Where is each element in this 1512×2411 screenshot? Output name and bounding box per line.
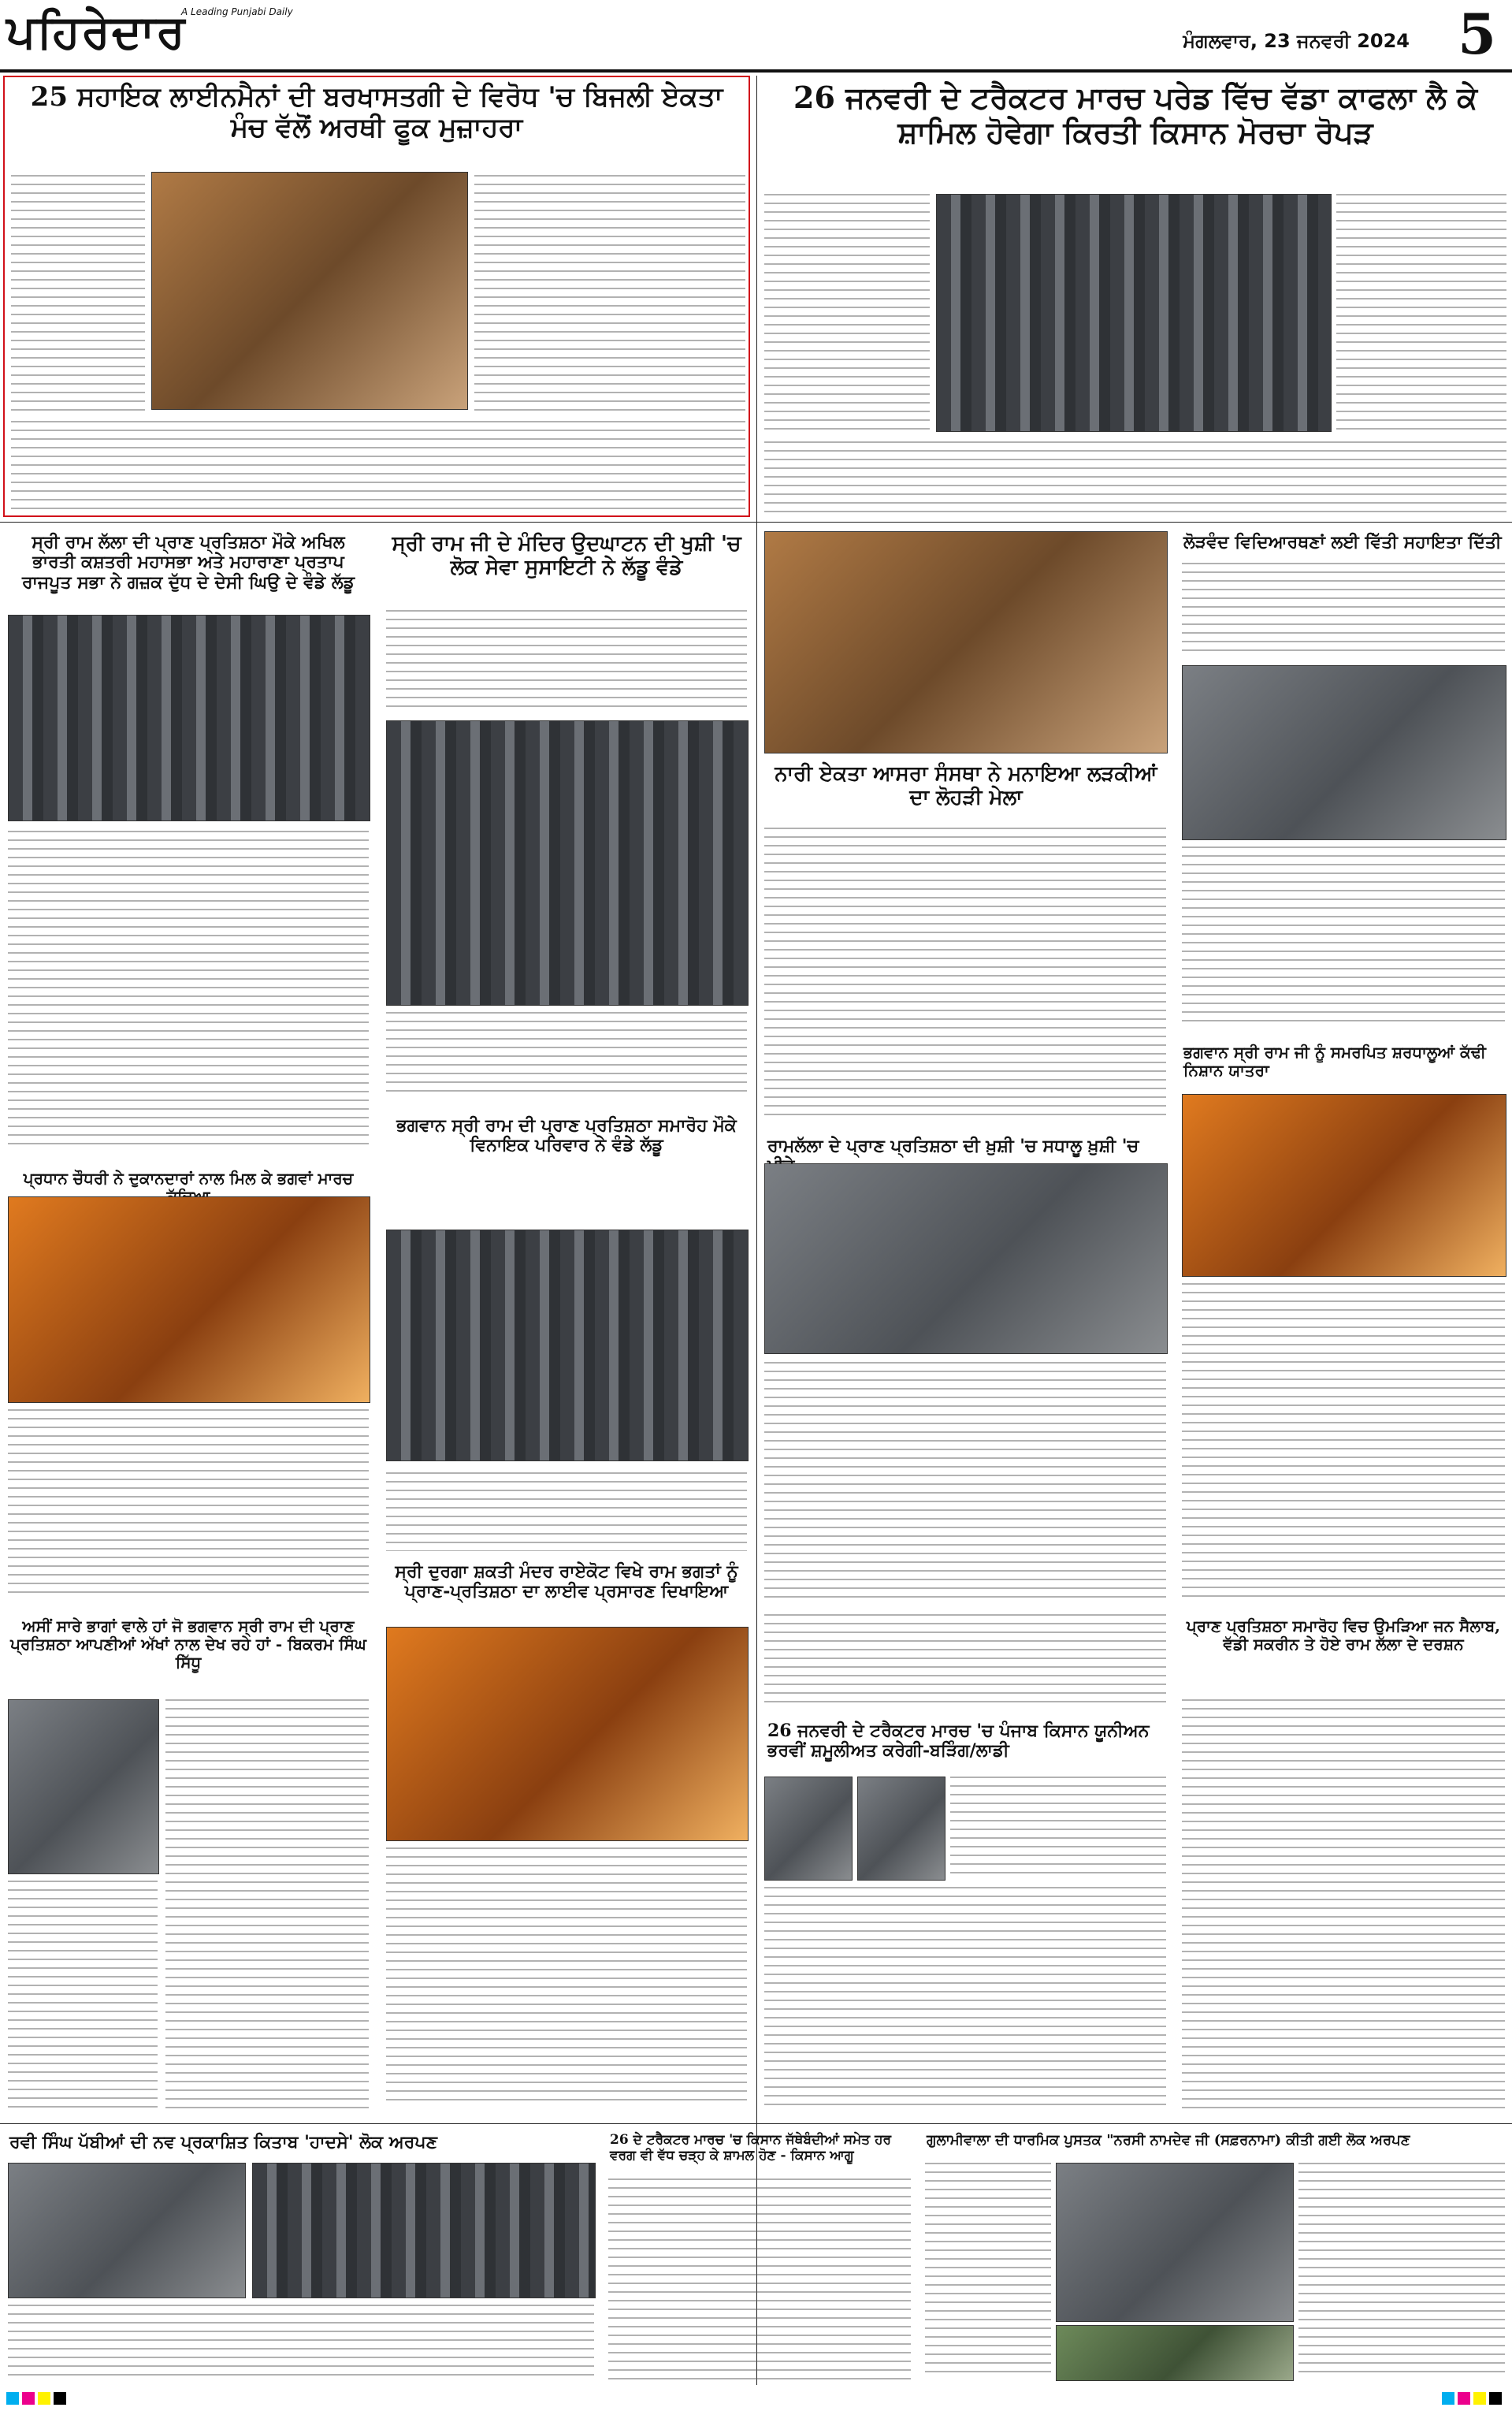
headline: ਗੁਲਾਮੀਵਾਲਾ ਦੀ ਧਾਰਮਿਕ ਪੁਸਤਕ "ਨਰਸੀ ਨਾਮਦੇਵ ਜੀ (ਸਫ਼ਰਨਾਮਾ) ਕੀਤੀ ਗਈ ਲੋਕ ਅਰਪਣ bbox=[927, 2132, 1410, 2149]
article-body-text bbox=[386, 1847, 747, 2108]
registration-mark bbox=[22, 2392, 35, 2405]
portrait-photo bbox=[8, 1699, 159, 1874]
article-ramlalla-joy bbox=[761, 1132, 1171, 1605]
article-body-text bbox=[11, 421, 745, 512]
laddu-distribution-photo bbox=[386, 720, 749, 1006]
article-kisan-leader-appeal bbox=[604, 2128, 916, 2384]
article-body-text bbox=[764, 1614, 1166, 1709]
registration-mark bbox=[1473, 2392, 1486, 2405]
headline: ਨਾਰੀ ਏਕਤਾ ਆਸਰਾ ਸੰਸਥਾ ਨੇ ਮਨਾਇਆ ਲੜਕੀਆਂ ਦਾ ਲੋਹੜੀ ਮੇਲਾ bbox=[775, 762, 1157, 809]
headline: ਭਗਵਾਨ ਸ੍ਰੀ ਰਾਮ ਜੀ ਨੂੰ ਸਮਰਪਿਤ ਸ਼ਰਧਾਲੂਆਂ ਕੱਢੀ ਨਿਸ਼ਾਨ ਯਾਤਰਾ bbox=[1183, 1043, 1486, 1080]
article-body-text bbox=[764, 441, 1506, 512]
article-kisan-union-tractor-march bbox=[761, 1611, 1171, 2115]
article-body-text bbox=[1182, 1283, 1505, 1598]
book-release-photo bbox=[1056, 2325, 1294, 2381]
article-body-text bbox=[1182, 1699, 1505, 2109]
article-bhagwa-march bbox=[3, 1165, 373, 1606]
article-body-text bbox=[1336, 194, 1506, 430]
masthead bbox=[0, 0, 1512, 73]
headline: ਸ੍ਰੀ ਰਾਮ ਲੱਲਾ ਦੀ ਪ੍ਰਾਣ ਪ੍ਰਤਿਸ਼ਠਾ ਮੌਕੇ ਅਖਿਲ ਭਾਰਤੀ ਕਸ਼ਤਰੀ ਮਹਾਸਭਾ ਅਤੇ ਮਹਾਰਾਣਾ ਪ੍ਰਤਾਪ ਰਾਜਪੂਤ ਸਭਾ ਨੇ ਗਜ਼ਕ ਦੁੱਧ ਦੇ ਦੇਸੀ ਘਿਉ ਦੇ ਵੰਡੇ ਲੱਡੂ bbox=[22, 532, 355, 593]
group-photo bbox=[936, 194, 1332, 432]
article-body-text bbox=[386, 1012, 747, 1099]
article-body-text bbox=[764, 828, 1166, 1119]
vinayak-photo bbox=[386, 1230, 749, 1461]
article-body-text bbox=[8, 831, 369, 1146]
article-nari-ekta-lohri bbox=[761, 528, 1171, 1127]
column-rule bbox=[756, 76, 757, 2385]
dateline: ਮੰਗਲਵਾਰ, 23 ਜਨਵਰੀ 2024 bbox=[1183, 30, 1410, 52]
article-namdev-book-release bbox=[920, 2128, 1510, 2384]
article-body-text bbox=[950, 1777, 1166, 1879]
article-body-text bbox=[8, 2305, 594, 2379]
article-student-financial-aid bbox=[1177, 528, 1510, 1032]
headline: 25 ਸਹਾਇਕ ਲਾਈਨਮੈਨਾਂ ਦੀ ਬਰਖਾਸਤਗੀ ਦੇ ਵਿਰੋਧ 'ਚ ਬਿਜਲੀ ਏਕਤਾ ਮੰਚ ਵੱਲੋਂ ਅਰਥੀ ਫੂਕ ਮੁਜ਼ਾਹਰਾ bbox=[30, 81, 723, 144]
article-body-text bbox=[474, 175, 745, 411]
book-release-photo bbox=[8, 2163, 246, 2298]
march-photo bbox=[8, 1196, 370, 1403]
article-body-text bbox=[1182, 846, 1505, 1028]
book-release-photo bbox=[1056, 2163, 1294, 2322]
headline: ਪ੍ਰਾਣ ਪ੍ਰਤਿਸ਼ਠਾ ਸਮਾਰੋਹ ਵਿਚ ਉਮੜਿਆ ਜਨ ਸੈਲਾਬ, ਵੱਡੀ ਸਕਰੀਨ ਤੇ ਹੋਏ ਰਾਮ ਲੱਲਾ ਦੇ ਦਰਸ਼ਨ bbox=[1186, 1617, 1501, 1654]
article-kshatriya-sabha bbox=[3, 528, 373, 1159]
headline: ਸ੍ਰੀ ਰਾਮ ਜੀ ਦੇ ਮੰਦਿਰ ਉਦਘਾਟਨ ਦੀ ਖੁਸ਼ੀ 'ਚ ਲੋਕ ਸੇਵਾ ਸੁਸਾਇਟੀ ਨੇ ਲੱਡੂ ਵੰਡੇ bbox=[392, 532, 741, 579]
article-body-text bbox=[764, 194, 930, 430]
lohri-photo bbox=[764, 531, 1168, 753]
temple-photo bbox=[386, 1627, 749, 1841]
headline: ਲੋੜਵੰਦ ਵਿਦਿਆਰਥਣਾਂ ਲਈ ਵਿੱਤੀ ਸਹਾਇਤਾ ਦਿੱਤੀ bbox=[1183, 532, 1502, 553]
article-body-text bbox=[764, 1887, 1166, 2108]
registration-mark bbox=[38, 2392, 50, 2405]
page-number: 5 bbox=[1458, 2, 1496, 67]
article-body-text bbox=[11, 175, 145, 411]
portrait-photo bbox=[764, 1777, 853, 1881]
article-body-text bbox=[386, 610, 747, 713]
headline: 26 ਜਨਵਰੀ ਦੇ ਟਰੈਕਟਰ ਮਾਰਚ 'ਚ ਪੰਜਾਬ ਕਿਸਾਨ ਯੂਨੀਅਨ ਭਰਵੀਂ ਸ਼ਮੂਲੀਅਤ ਕਰੇਗੀ-ਬੜਿੰਗ/ਲਾਡੀ bbox=[767, 1721, 1150, 1762]
article-body-text bbox=[8, 1409, 369, 1598]
registration-mark bbox=[6, 2392, 19, 2405]
registration-mark bbox=[1442, 2392, 1454, 2405]
headline: 26 ਦੇ ਟਰੈਕਟਰ ਮਾਰਚ 'ਚ ਕਿਸਾਨ ਜੱਥੇਬੰਦੀਆਂ ਸਮੇਤ ਹਰ ਵਰਗ ਵੀ ਵੱਧ ਚੜ੍ਹ ਕੇ ਸ਼ਾਮਲ ਹੋਣ - ਕਿਸਾਨ ਆਗੂ bbox=[610, 2132, 892, 2164]
headline: ਅਸੀਂ ਸਾਰੇ ਭਾਗਾਂ ਵਾਲੇ ਹਾਂ ਜੋ ਭਗਵਾਨ ਸ੍ਰੀ ਰਾਮ ਦੀ ਪ੍ਰਾਣ ਪ੍ਰਤਿਸ਼ਠਾ ਆਪਣੀਆਂ ਅੱਖਾਂ ਨਾਲ ਦੇਖ ਰਹੇ ਹਾਂ - ਬਿਕਰਮ ਸਿੰਘ ਸਿੱਧੂ bbox=[10, 1617, 366, 1672]
headline: ਰਾਮਲੱਲਾ ਦੇ ਪ੍ਰਾਣ ਪ੍ਰਤਿਸ਼ਠਾ ਦੀ ਖ਼ੁਸ਼ੀ 'ਚ ਸਧਾਲੂ ਖ਼ੁਸ਼ੀ 'ਚ bbox=[767, 1136, 1139, 1156]
article-lok-sewa-society bbox=[381, 528, 752, 1222]
article-body-text bbox=[1182, 563, 1505, 657]
headline: ਭਗਵਾਨ ਸ੍ਰੀ ਰਾਮ ਦੀ ਪ੍ਰਾਣ ਪ੍ਰਤਿਸ਼ਠਾ ਸਮਾਰੋਹ ਮੌਕੇ ਵਿਨਾਇਕ ਪਰਿਵਾਰ ਨੇ ਵੰਡੇ ਲੱਡੂ bbox=[396, 1115, 737, 1156]
article-body-text bbox=[165, 1699, 369, 2109]
article-tractor-march-ropar bbox=[761, 76, 1510, 517]
book-release-photo bbox=[252, 2163, 596, 2298]
article-bikram-singh-sidhu bbox=[3, 1613, 373, 2117]
article-hadse-book-release bbox=[3, 2128, 599, 2384]
article-durga-shakti-mandir bbox=[381, 1469, 752, 2115]
headline: ਰਵੀ ਸਿੰਘ ਪੱਬੀਆਂ ਦੀ ਨਵ ਪ੍ਰਕਾਸ਼ਿਤ ਕਿਤਾਬ 'ਹਾਦਸੇ' ਲੋਕ ਅਰਪਣ bbox=[9, 2132, 437, 2152]
article-body-text bbox=[608, 2178, 911, 2379]
article-pran-pratishtha-crowd bbox=[1177, 1613, 1510, 2117]
registration-mark bbox=[1458, 2392, 1470, 2405]
newspaper-logo: ਪਹਿਰੇਦਾਰ bbox=[6, 5, 187, 58]
article-body-text bbox=[8, 1881, 158, 2109]
protest-photo bbox=[151, 172, 468, 410]
article-nishan-yatra bbox=[1177, 1039, 1510, 1606]
portrait-photo bbox=[857, 1777, 945, 1881]
award-photo bbox=[1182, 665, 1506, 840]
registration-mark bbox=[54, 2392, 66, 2405]
headline: 26 ਜਨਵਰੀ ਦੇ ਟਰੈਕਟਰ ਮਾਰਚ ਪਰੇਡ ਵਿੱਚ ਵੱਡਾ ਕਾਫਲਾ ਲੈ ਕੇ ਸ਼ਾਮਿਲ ਹੋਵੇਗਾ ਕਿਰਤੀ ਕਿਸਾਨ ਮੋਰਚਾ ਰੋਪੜ bbox=[793, 80, 1477, 150]
tagline: A Leading Punjabi Daily bbox=[181, 6, 293, 17]
article-vinayak-parivar bbox=[381, 1226, 752, 1463]
section-rule bbox=[0, 2123, 1512, 2124]
article-lineman-protest bbox=[3, 76, 750, 517]
celebration-photo bbox=[764, 1163, 1168, 1354]
headline: ਪ੍ਰਧਾਨ ਚੌਧਰੀ ਨੇ ਦੁਕਾਨਦਾਰਾਂ ਨਾਲ ਮਿਲ ਕੇ ਭਗਵਾਂ ਮਾਰਚ bbox=[23, 1169, 354, 1188]
event-photo bbox=[8, 615, 370, 821]
article-body-text bbox=[764, 1362, 1166, 1598]
headline: ਸ੍ਰੀ ਦੁਰਗਾ ਸ਼ਕਤੀ ਮੰਦਰ ਰਾਏਕੋਟ ਵਿਖੇ ਰਾਮ ਭਗਤਾਂ ਨੂੰ ਪ੍ਰਾਣ-ਪ੍ਰਤਿਸ਼ਠਾ ਦਾ ਲਾਈਵ ਪ੍ਰਸਾਰਣ ਦਿਖਾਇਆ bbox=[395, 1561, 738, 1602]
section-rule bbox=[0, 522, 1512, 523]
yatra-photo bbox=[1182, 1094, 1506, 1277]
registration-mark bbox=[1489, 2392, 1502, 2405]
article-body-text bbox=[386, 1472, 747, 1551]
article-body-text bbox=[1298, 2163, 1505, 2379]
article-body-text bbox=[925, 2163, 1051, 2379]
